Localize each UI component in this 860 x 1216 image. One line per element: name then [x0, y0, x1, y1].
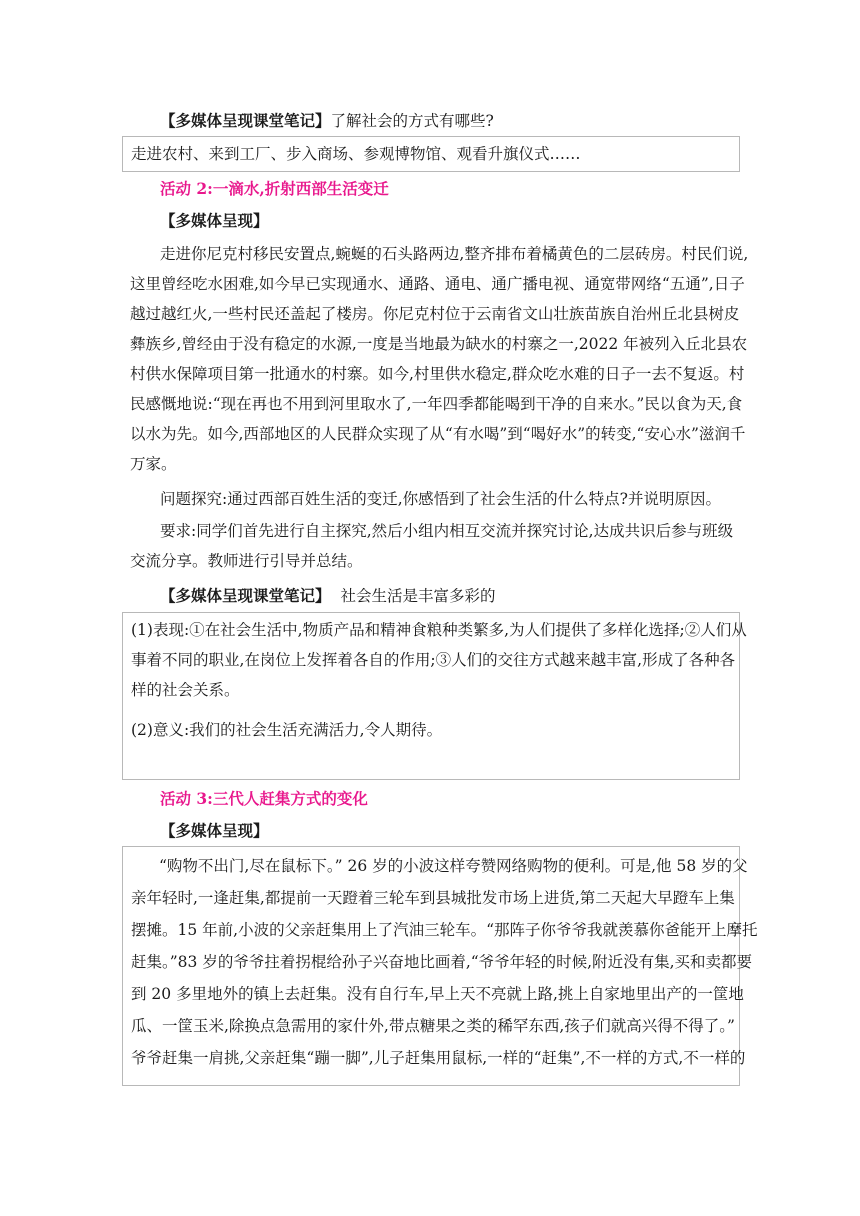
- paragraph-line: 以水为先。如今,西部地区的人民群众实现了从“有水喝”到“喝好水”的转变,“安心水”滋润千: [130, 425, 746, 443]
- box-line: 摆摊。15 年前,小波的父亲赶集用上了汽油三轮车。“那阵子你爷爷我就羡慕你爸能开上摩托: [131, 921, 758, 939]
- paragraph-line: 村供水保障项目第一批通水的村寨。如今,村里供水稳定,群众吃水难的日子一去不复返。村: [130, 365, 745, 383]
- box-line: 爷爷赶集一肩挑,父亲赶集“蹦一脚”,儿子赶集用鼠标,一样的“赶集”,不一样的方式,不一样的: [131, 1049, 746, 1067]
- activity-3-media-label: 【多媒体呈现】: [160, 821, 269, 840]
- activity-3-title: 活动 3:三代人赶集方式的变化: [160, 789, 368, 808]
- notes-line: 事着不同的职业,在岗位上发挥着各自的作用;③人们的交往方式越来越丰富,形成了各种各: [131, 651, 736, 669]
- notes-box-text: 走进农村、来到工厂、步入商场、参观博物馆、观看升旗仪式……: [131, 145, 581, 163]
- requirement-line: 交流分享。教师进行引导并总结。: [130, 552, 363, 570]
- notes-box-1: [122, 136, 740, 172]
- notes-box-2: [122, 612, 747, 780]
- paragraph-line: 走进你尼克村移民安置点,蜿蜒的石头路两边,整齐排布着橘黄色的二层砖房。村民们说,: [160, 245, 749, 263]
- notes-question: 了解社会的方式有哪些?: [330, 112, 494, 130]
- paragraph-line: 越过越红火,一些村民还盖起了楼房。你尼克村位于云南省文山壮族苗族自治州丘北县树皮: [130, 305, 740, 323]
- notes-topic: 社会生活是丰富多彩的: [340, 587, 496, 605]
- notes-line: (1)表现:①在社会生活中,物质产品和精神食粮种类繁多,为人们提供了多样化选择;②人们从: [131, 621, 747, 639]
- notes-line-2: [160, 585, 496, 607]
- box-line: 瓜、一筐玉米,除换点急需用的家什外,带点糖果之类的稀罕东西,孩子们就高兴得不得了。”: [131, 1017, 735, 1035]
- notes-heading: 【多媒体呈现课堂笔记】: [160, 111, 331, 130]
- paragraph-line: 万家。: [130, 455, 177, 473]
- notes-line: 样的社会关系。: [131, 681, 240, 699]
- box-line: 到 20 多里地外的镇上去赶集。没有自行车,早上天不亮就上路,挑上自家地里出产的一筐地: [131, 985, 744, 1003]
- notes-heading: 【多媒体呈现课堂笔记】: [160, 586, 331, 605]
- box-line: 亲年轻时,一逢赶集,都提前一天蹬着三轮车到县城批发市场上进货,第二天起大早蹬车上集: [131, 889, 735, 907]
- requirement-line: 要求:同学们首先进行自主探究,然后小组内相互交流并探究讨论,达成共识后参与班级: [160, 522, 734, 540]
- notes-line-1: [160, 110, 494, 132]
- notes-line: (2)意义:我们的社会生活充满活力,令人期待。: [131, 721, 443, 739]
- activity-3-box: [122, 846, 758, 1086]
- paragraph-line: 这里曾经吃水困难,如今早已实现通水、通路、通电、通广播电视、通宽带网络“五通”,日子: [130, 275, 745, 293]
- paragraph-line: 彝族乡,曾经由于没有稳定的水源,一度是当地最为缺水的村寨之一,2022 年被列入丘北县农: [130, 335, 748, 353]
- activity-2-media-label: 【多媒体呈现】: [160, 211, 269, 230]
- box-line: “购物不出门,尽在鼠标下。” 26 岁的小波这样夸赞网络购物的便利。可是,他 58 岁的父: [159, 857, 748, 875]
- activity-2-title: 活动 2:一滴水,折射西部生活变迁: [160, 179, 389, 198]
- box-line: 赶集。”83 岁的爷爷拄着拐棍给孙子兴奋地比画着,“爷爷年轻的时候,附近没有集,买和卖都要: [131, 953, 753, 971]
- question-line: 问题探究:通过西部百姓生活的变迁,你感悟到了社会生活的什么特点?并说明原因。: [160, 490, 721, 508]
- paragraph-line: 民感慨地说:“现在再也不用到河里取水了,一年四季都能喝到干净的自来水。”民以食为天,食: [130, 395, 743, 413]
